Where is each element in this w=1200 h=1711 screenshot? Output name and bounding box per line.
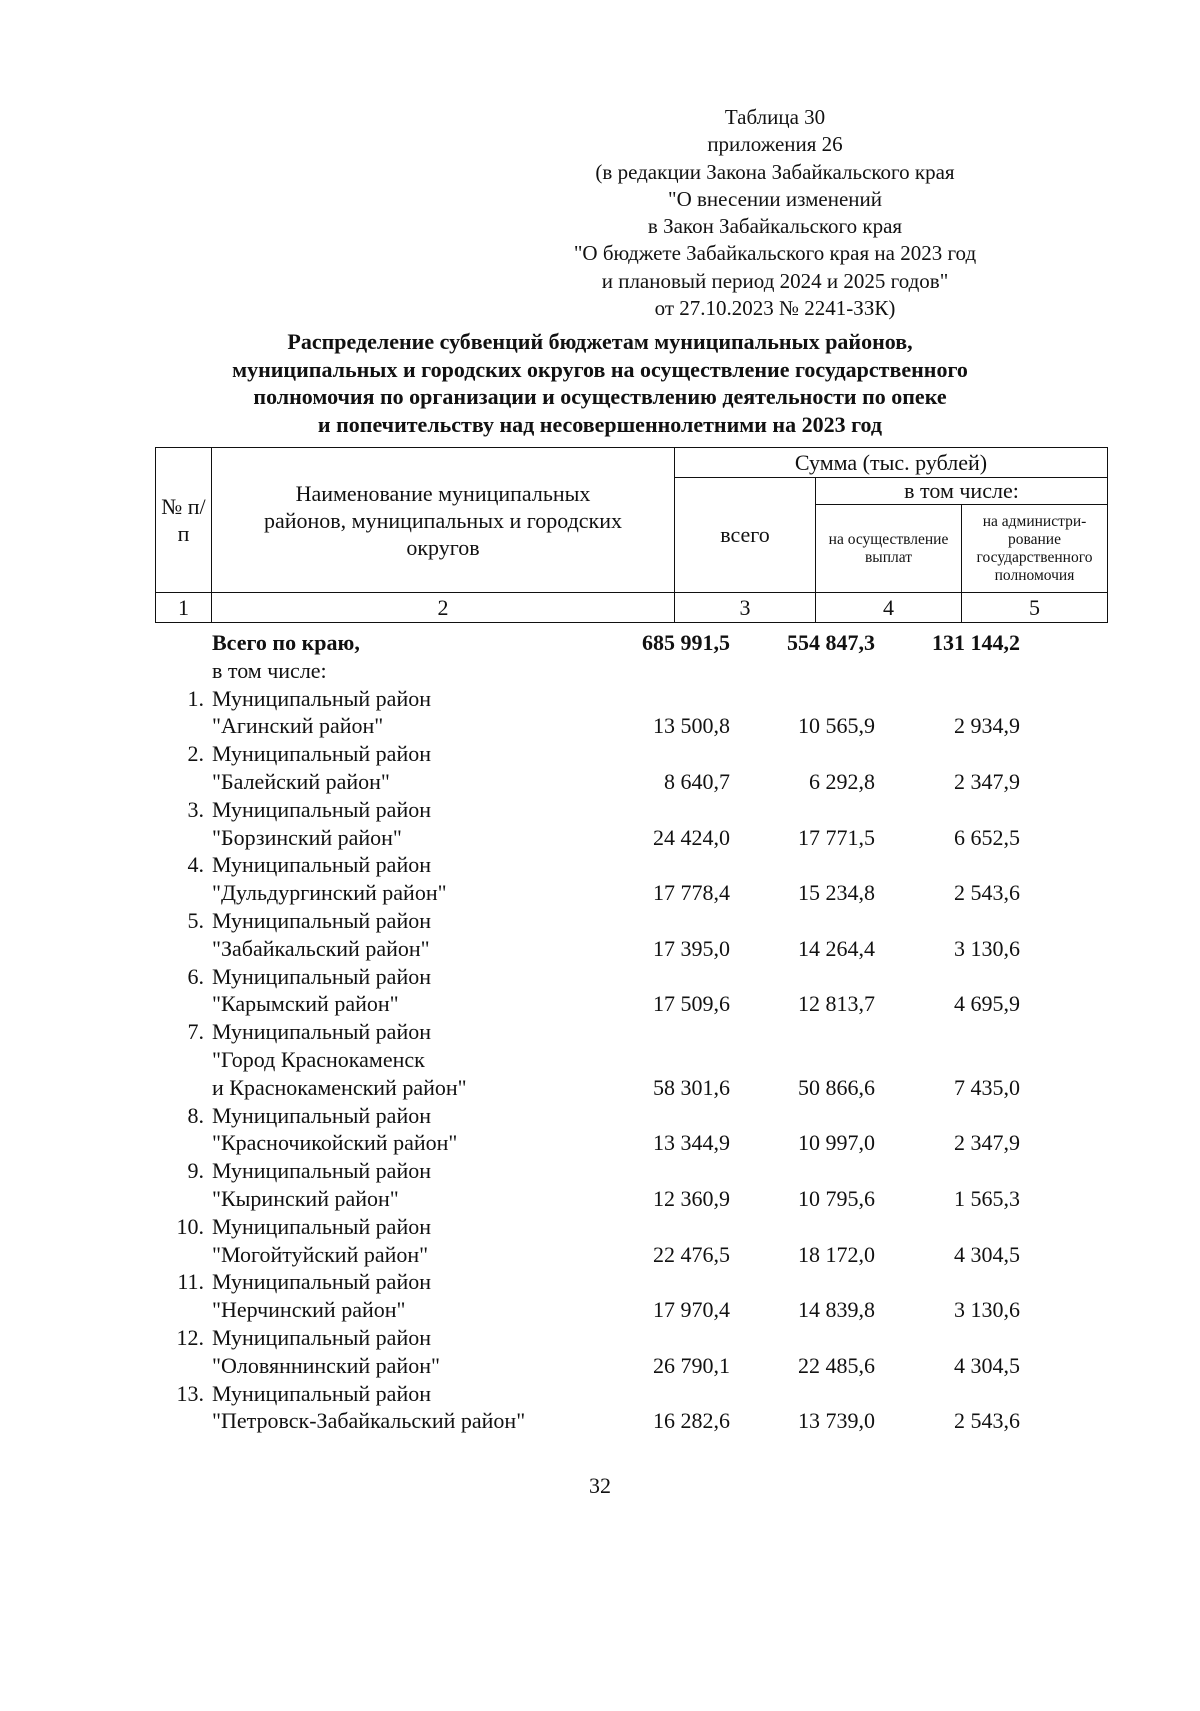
row-total: 24 424,0 bbox=[653, 824, 730, 850]
row-name-line: "Нерчинский район" bbox=[212, 1297, 406, 1323]
row-number: 7. bbox=[187, 1019, 204, 1045]
row-name-line: "Борзинский район" bbox=[212, 824, 402, 850]
header-line: и плановый период 2024 и 2025 годов" bbox=[601, 268, 949, 293]
header-line: (в редакции Закона Забайкальского края bbox=[595, 159, 955, 184]
title-line: муниципальных и городских округов на осуществление государственного bbox=[232, 356, 968, 382]
row-name-line: "Карымский район" bbox=[212, 991, 399, 1017]
row-number: 6. bbox=[187, 963, 204, 989]
row-payments: 10 997,0 bbox=[798, 1130, 875, 1156]
table-row bbox=[155, 685, 1022, 741]
row-name bbox=[210, 1018, 592, 1101]
row-admin: 2 543,6 bbox=[954, 880, 1020, 906]
row-name-line: "Забайкальский район" bbox=[212, 935, 430, 961]
total-row bbox=[155, 629, 1022, 657]
header-line: в Закон Забайкальского края bbox=[647, 214, 903, 239]
row-admin: 2 543,6 bbox=[954, 1408, 1020, 1434]
row-name-line: Муниципальный район bbox=[212, 1102, 431, 1128]
row-admin: 2 347,9 bbox=[954, 1130, 1020, 1156]
row-payments: 12 813,7 bbox=[798, 991, 875, 1017]
row-total: 13 500,8 bbox=[653, 713, 730, 739]
row-name bbox=[210, 907, 592, 963]
row-name-line: Муниципальный район bbox=[212, 1019, 431, 1045]
title-line: и попечительству над несовершеннолетними на 2023 год bbox=[317, 411, 883, 437]
total-row-payments: 554 847,3 bbox=[787, 630, 875, 655]
row-name-line: "Кыринский район" bbox=[212, 1185, 399, 1211]
row-name-line: Муниципальный район bbox=[212, 741, 431, 767]
row-admin: 4 304,5 bbox=[954, 1241, 1020, 1267]
row-name-line: "Дульдургинский район" bbox=[212, 880, 447, 906]
row-payments: 15 234,8 bbox=[798, 880, 875, 906]
row-number: 4. bbox=[187, 852, 204, 878]
row-name bbox=[210, 1102, 592, 1158]
row-name bbox=[210, 851, 592, 907]
document-header bbox=[540, 104, 1010, 322]
row-name-line: "Могойтуйский район" bbox=[212, 1241, 429, 1267]
row-admin: 7 435,0 bbox=[954, 1074, 1020, 1100]
row-name bbox=[210, 740, 592, 796]
row-name bbox=[210, 1157, 592, 1213]
row-number: 3. bbox=[187, 796, 204, 822]
row-name bbox=[210, 1213, 592, 1269]
row-payments: 50 866,6 bbox=[798, 1074, 875, 1100]
row-payments: 18 172,0 bbox=[798, 1241, 875, 1267]
total-row-name: Всего по краю, bbox=[212, 630, 360, 655]
row-name bbox=[210, 1324, 592, 1380]
row-number: 1. bbox=[187, 685, 204, 711]
table-row bbox=[155, 1018, 1022, 1101]
table-row bbox=[155, 740, 1022, 796]
row-payments: 10 565,9 bbox=[798, 713, 875, 739]
row-total: 17 778,4 bbox=[653, 880, 730, 906]
row-name-line: Муниципальный район bbox=[212, 1269, 431, 1295]
sum-header: Сумма (тыс. рублей) bbox=[675, 448, 1108, 478]
row-name bbox=[210, 1380, 592, 1436]
including-label: в том числе: bbox=[212, 657, 327, 683]
title-line: полномочия по организации и осуществлению деятельности по опеке bbox=[253, 384, 947, 409]
table-row bbox=[155, 907, 1022, 963]
row-name bbox=[210, 685, 592, 741]
document-title bbox=[150, 328, 1050, 438]
row-admin: 3 130,6 bbox=[954, 1297, 1020, 1323]
col-admin-header: на администри-рование государственного полномочия bbox=[962, 505, 1108, 593]
total-row-admin: 131 144,2 bbox=[932, 630, 1020, 655]
row-total: 12 360,9 bbox=[653, 1185, 730, 1211]
row-total: 17 970,4 bbox=[653, 1297, 730, 1323]
row-name-line: "Город Краснокаменск bbox=[212, 1046, 425, 1072]
header-line: "О внесении изменений bbox=[668, 186, 882, 211]
table-row bbox=[155, 1324, 1022, 1380]
col-name-header: Наименование муниципальных районов, муниципальных и городских округов bbox=[212, 448, 675, 593]
header-line: "О бюджете Забайкальского края на 2023 год bbox=[573, 241, 977, 266]
row-name-line: и Краснокаменский район" bbox=[212, 1074, 467, 1100]
title-line: Распределение субвенций бюджетам муниципальных районов, bbox=[287, 329, 913, 354]
row-number: 10. bbox=[176, 1213, 204, 1239]
row-number: 2. bbox=[187, 741, 204, 767]
col-total-header: всего bbox=[675, 478, 816, 593]
row-admin: 2 347,9 bbox=[954, 768, 1020, 794]
row-payments: 6 292,8 bbox=[809, 768, 875, 794]
row-number: 13. bbox=[176, 1380, 204, 1406]
row-payments: 14 264,4 bbox=[798, 935, 875, 961]
header-line: от 27.10.2023 № 2241-ЗЗК) bbox=[654, 296, 896, 321]
row-admin: 3 130,6 bbox=[954, 935, 1020, 961]
row-payments: 14 839,8 bbox=[798, 1297, 875, 1323]
table-row bbox=[155, 1213, 1022, 1269]
row-total: 26 790,1 bbox=[653, 1352, 730, 1378]
row-name bbox=[210, 1268, 592, 1324]
row-name-line: "Оловяннинский район" bbox=[212, 1352, 440, 1378]
including-row bbox=[155, 657, 1022, 685]
row-name bbox=[210, 796, 592, 852]
row-name-line: Муниципальный район bbox=[212, 1380, 431, 1406]
row-total: 17 509,6 bbox=[653, 991, 730, 1017]
row-name-line: "Красночикойский район" bbox=[212, 1130, 458, 1156]
col-number: 4 bbox=[816, 593, 962, 623]
row-admin: 4 304,5 bbox=[954, 1352, 1020, 1378]
row-admin: 4 695,9 bbox=[954, 991, 1020, 1017]
row-name bbox=[210, 963, 592, 1019]
row-name-line: Муниципальный район bbox=[212, 963, 431, 989]
header-line: Таблица 30 bbox=[724, 105, 826, 129]
header-line: приложения 26 bbox=[707, 132, 843, 157]
row-name-line: "Петровск-Забайкальский район" bbox=[212, 1408, 526, 1434]
col-number: 5 bbox=[962, 593, 1108, 623]
table-row bbox=[155, 1102, 1022, 1158]
row-name-line: "Агинский район" bbox=[212, 713, 384, 739]
table-body bbox=[155, 629, 1022, 1435]
row-number: 9. bbox=[187, 1158, 204, 1184]
table-row bbox=[155, 1380, 1022, 1436]
row-payments: 22 485,6 bbox=[798, 1352, 875, 1378]
col-number: 2 bbox=[212, 593, 675, 623]
row-admin: 1 565,3 bbox=[954, 1185, 1020, 1211]
table-row bbox=[155, 963, 1022, 1019]
row-payments: 17 771,5 bbox=[798, 824, 875, 850]
col-number: 3 bbox=[675, 593, 816, 623]
row-name-line: Муниципальный район bbox=[212, 1324, 431, 1350]
col-num-header: № п/п bbox=[156, 448, 212, 593]
row-name-line: Муниципальный район bbox=[212, 685, 431, 711]
total-row-total: 685 991,5 bbox=[642, 630, 730, 655]
row-number: 5. bbox=[187, 907, 204, 933]
including-header: в том числе: bbox=[816, 478, 1108, 505]
row-name-line: Муниципальный район bbox=[212, 1213, 431, 1239]
table-row bbox=[155, 851, 1022, 907]
row-name-line: "Балейский район" bbox=[212, 768, 390, 794]
row-number: 12. bbox=[176, 1324, 204, 1350]
row-name-line: Муниципальный район bbox=[212, 796, 431, 822]
row-admin: 2 934,9 bbox=[954, 713, 1020, 739]
row-name-line: Муниципальный район bbox=[212, 1158, 431, 1184]
row-total: 22 476,5 bbox=[653, 1241, 730, 1267]
table-row bbox=[155, 1268, 1022, 1324]
row-payments: 10 795,6 bbox=[798, 1185, 875, 1211]
row-admin: 6 652,5 bbox=[954, 824, 1020, 850]
row-number: 8. bbox=[187, 1102, 204, 1128]
row-total: 8 640,7 bbox=[664, 768, 730, 794]
table-row bbox=[155, 796, 1022, 852]
row-total: 13 344,9 bbox=[653, 1130, 730, 1156]
table-row bbox=[155, 1157, 1022, 1213]
row-name-line: Муниципальный район bbox=[212, 852, 431, 878]
row-total: 17 395,0 bbox=[653, 935, 730, 961]
table-header bbox=[155, 447, 1108, 623]
col-number: 1 bbox=[156, 593, 212, 623]
row-name-line: Муниципальный район bbox=[212, 907, 431, 933]
row-number: 11. bbox=[177, 1269, 204, 1295]
row-payments: 13 739,0 bbox=[798, 1408, 875, 1434]
row-total: 16 282,6 bbox=[653, 1408, 730, 1434]
row-total: 58 301,6 bbox=[653, 1074, 730, 1100]
page-number: 32 bbox=[589, 1473, 611, 1498]
col-payments-header: на осуществление выплат bbox=[816, 505, 962, 593]
